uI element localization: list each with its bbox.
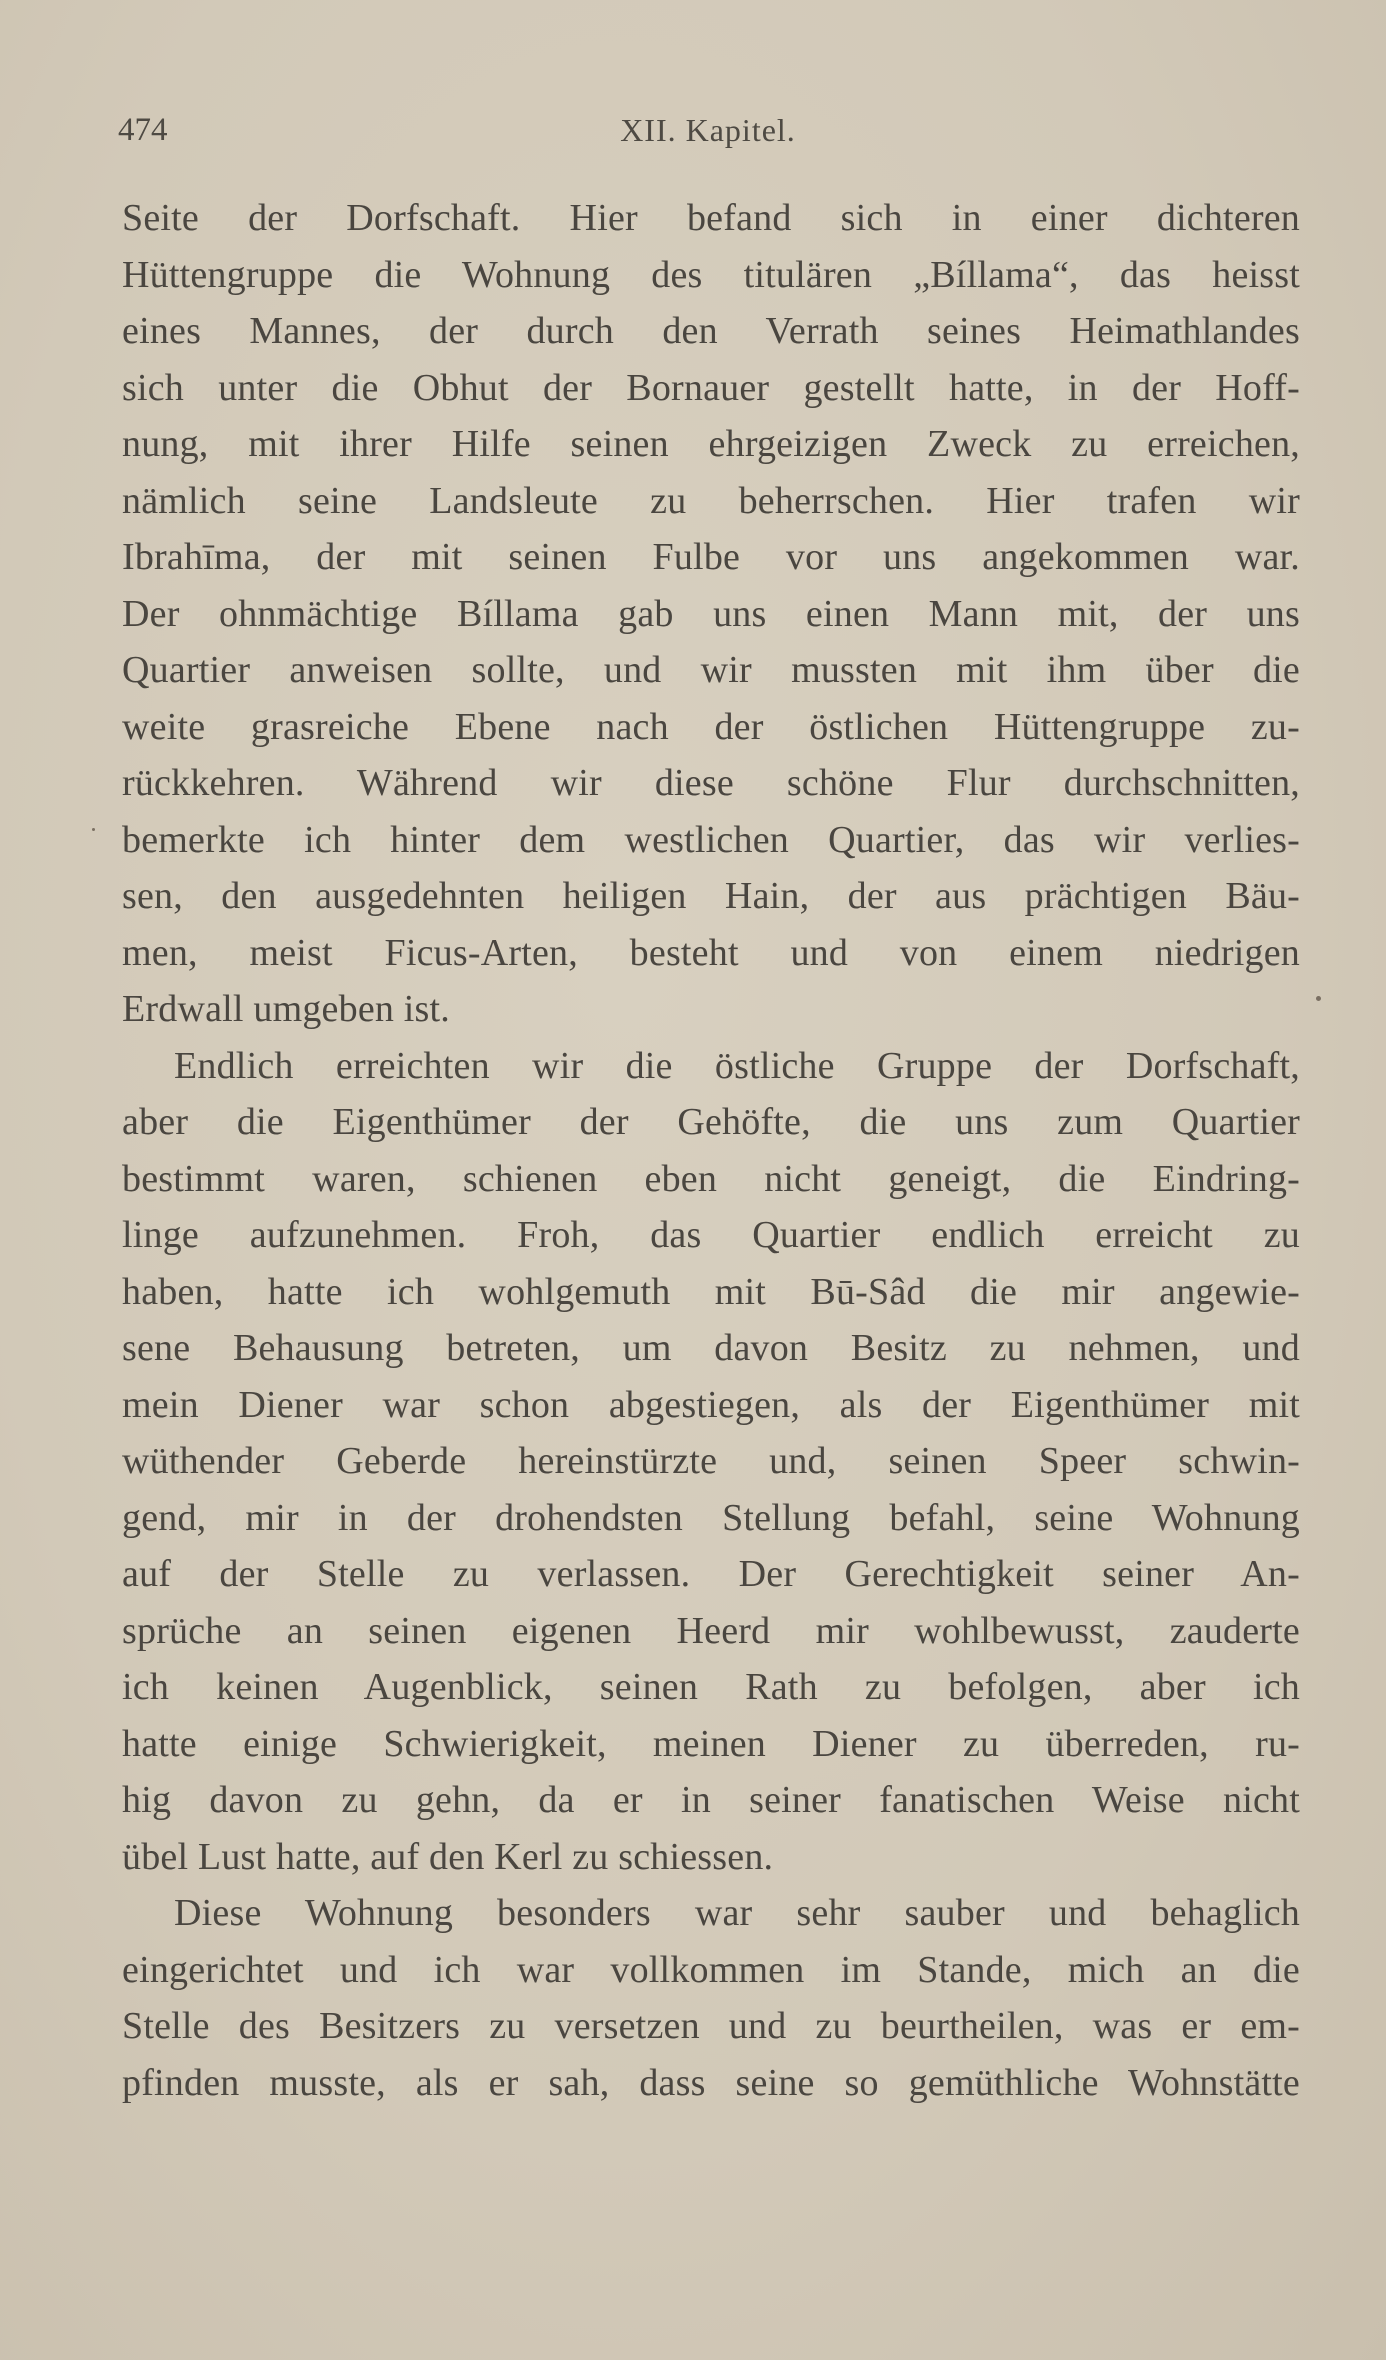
paragraph-1 [122, 190, 1300, 1038]
text-line: hatte einige Schwierigkeit, meinen Diener zu überreden, ru- [122, 1722, 1300, 1765]
text-line: linge aufzunehmen. Froh, das Quartier endlich erreicht zu [122, 1214, 1300, 1256]
text-line: bestimmt waren, schienen eben nicht geneigt, die Eindring- [122, 1157, 1300, 1200]
text-line: gend, mir in der drohendsten Stellung befahl, seine Wohnung [122, 1496, 1300, 1539]
text-line: Hüttengruppe die Wohnung des titulären „Bíllama“, das heisst [122, 253, 1300, 296]
text-line: Stelle des Besitzers zu versetzen und zu beurtheilen, was er em- [122, 2005, 1300, 2047]
paragraph-3 [122, 1885, 1300, 2111]
text-line: eines Mannes, der durch den Verrath seines Heimathlandes [122, 310, 1300, 352]
text-line: rückkehren. Während wir diese schöne Flur durchschnitten, [122, 762, 1300, 804]
text-line: Diese Wohnung besonders war sehr sauber und behaglich [174, 1892, 1300, 1934]
text-line: ich keinen Augenblick, seinen Rath zu befolgen, aber ich [122, 1666, 1300, 1708]
text-line: weite grasreiche Ebene nach der östlichen Hüttengruppe zu- [122, 705, 1300, 748]
text-line: hig davon zu gehn, da er in seiner fanatischen Weise nicht [122, 1779, 1300, 1821]
paper-speck [1316, 996, 1321, 1001]
text-line: men, meist Ficus-Arten, besteht und von einem niedrigen [122, 931, 1300, 974]
text-line: sen, den ausgedehnten heiligen Hain, der aus prächtigen Bäu- [122, 875, 1300, 917]
paper-speck [92, 828, 95, 831]
text-line: eingerichtet und ich war vollkommen im Stande, mich an die [122, 1948, 1300, 1991]
chapter-title: XII. Kapitel. [620, 112, 796, 148]
body-text [122, 190, 1300, 2111]
text-line: übel Lust hatte, auf den Kerl zu schiessen. [122, 1835, 774, 1878]
text-line: Ibrahīma, der mit seinen Fulbe vor uns angekommen war. [122, 536, 1300, 578]
text-line: wüthender Geberde hereinstürzte und, seinen Speer schwin- [122, 1440, 1300, 1482]
page-number: 474 [118, 112, 168, 148]
running-head [118, 112, 1298, 162]
text-line: nämlich seine Landsleute zu beherrschen. Hier trafen wir [122, 479, 1300, 522]
text-line: Erdwall umgeben ist. [122, 988, 450, 1030]
text-line: Der ohnmächtige Bíllama gab uns einen Mann mit, der uns [122, 592, 1300, 635]
text-line: sene Behausung betreten, um davon Besitz zu nehmen, und [122, 1327, 1300, 1369]
paragraph-2 [122, 1038, 1300, 1886]
text-line: bemerkte ich hinter dem westlichen Quartier, das wir verlies- [122, 818, 1300, 861]
text-line: Seite der Dorfschaft. Hier befand sich in einer dichteren [122, 197, 1300, 239]
text-line: nung, mit ihrer Hilfe seinen ehrgeizigen Zweck zu erreichen, [122, 423, 1300, 465]
text-line: haben, hatte ich wohlgemuth mit Bū-Sâd die mir angewie- [122, 1270, 1300, 1313]
text-line: pfinden musste, als er sah, dass seine so gemüthliche Wohnstätte [122, 2061, 1300, 2104]
text-line: sprüche an seinen eigenen Heerd mir wohlbewusst, zauderte [122, 1609, 1300, 1652]
text-line: Quartier anweisen sollte, und wir mussten mit ihm über die [122, 649, 1300, 691]
text-line: sich unter die Obhut der Bornauer gestellt hatte, in der Hoff- [122, 366, 1300, 409]
text-line: auf der Stelle zu verlassen. Der Gerechtigkeit seiner An- [122, 1553, 1300, 1595]
text-line: Endlich erreichten wir die östliche Gruppe der Dorfschaft, [174, 1044, 1300, 1087]
text-line: aber die Eigenthümer der Gehöfte, die uns zum Quartier [122, 1101, 1300, 1143]
text-line: mein Diener war schon abgestiegen, als der Eigenthümer mit [122, 1383, 1300, 1426]
